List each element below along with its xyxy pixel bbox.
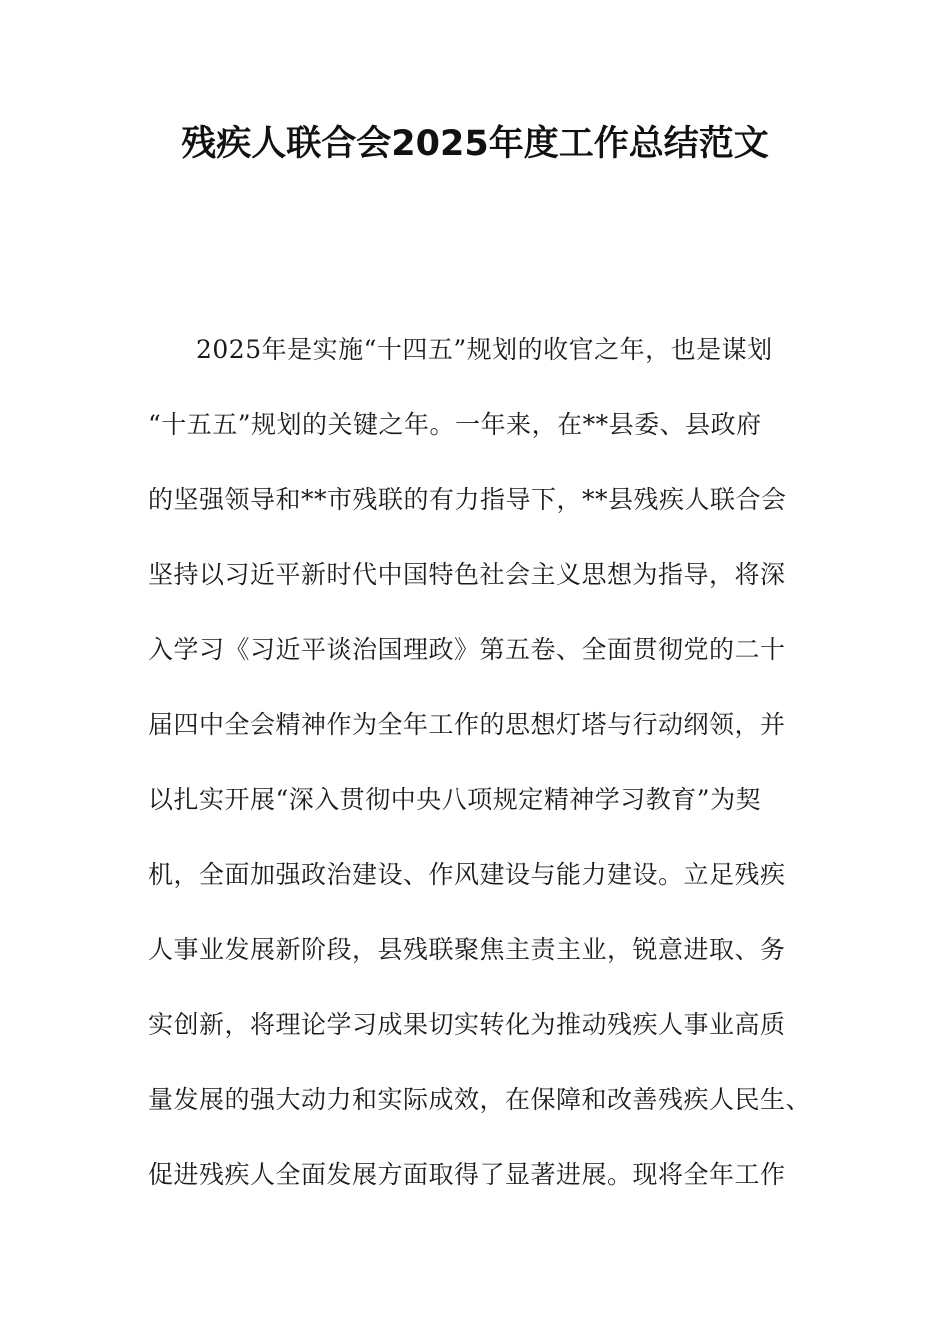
paragraph-line-11: 量发展的强大动力和实际成效，在保障和改善残疾人民生、 <box>148 1085 812 1114</box>
paragraph-line-2: “十五五”规划的关键之年。一年来，在**县委、县政府 <box>148 410 762 439</box>
paragraph-line-7: 以扎实开展“深入贯彻中央八项规定精神学习教育”为契 <box>148 785 762 814</box>
paragraph-line-12: 促进残疾人全面发展方面取得了显著进展。现将全年工作 <box>148 1160 786 1189</box>
document-title: 残疾人联合会2025年度工作总结范文 <box>181 124 769 164</box>
paragraph-line-9: 人事业发展新阶段，县残联聚焦主责主业，锐意进取、务 <box>148 935 786 964</box>
paragraph-line-5: 入学习《习近平谈治国理政》第五卷、全面贯彻党的二十 <box>148 635 786 664</box>
paragraph-line-6: 届四中全会精神作为全年工作的思想灯塔与行动纲领，并 <box>148 710 786 739</box>
paragraph-line-10: 实创新，将理论学习成果切实转化为推动残疾人事业高质 <box>148 1010 786 1039</box>
paragraph-line-8: 机，全面加强政治建设、作风建设与能力建设。立足残疾 <box>148 860 786 889</box>
paragraph-line-3: 的坚强领导和**市残联的有力指导下，**县残疾人联合会 <box>148 485 787 514</box>
paragraph-line-4: 坚持以习近平新时代中国特色社会主义思想为指导，将深 <box>148 560 786 589</box>
paragraph-line-1: 2025年是实施“十四五”规划的收官之年，也是谋划 <box>196 335 773 364</box>
